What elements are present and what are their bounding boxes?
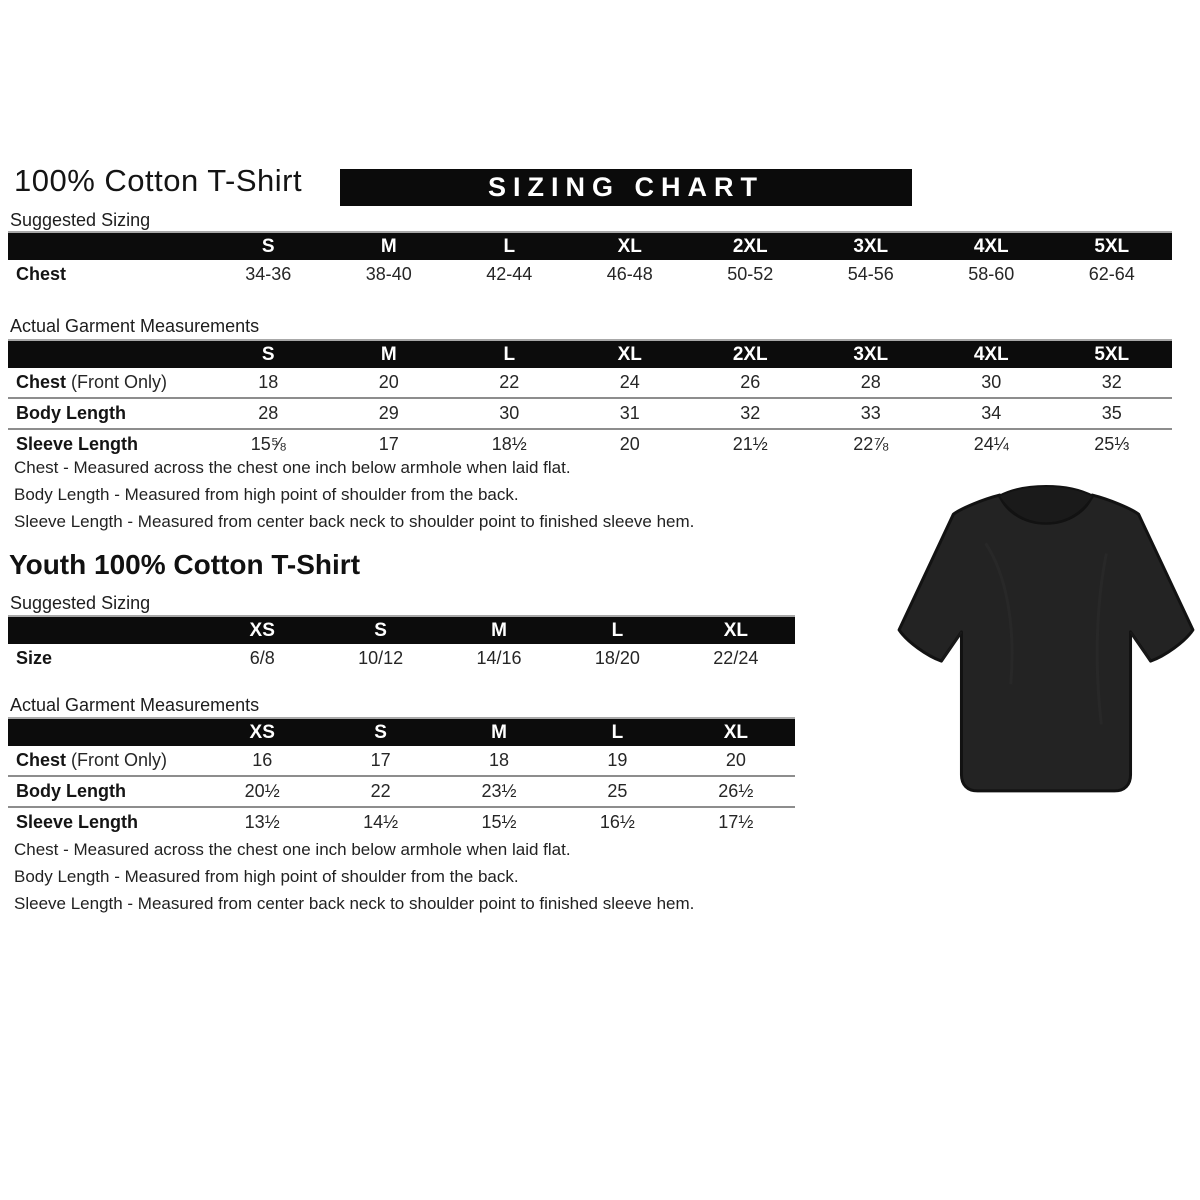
size-col-header: M	[491, 619, 507, 641]
row-label: Body Length	[16, 781, 126, 801]
adult-actual-measurements-label: Actual Garment Measurements	[10, 316, 260, 336]
table-cell: 15⅝	[250, 434, 286, 454]
table-cell: 33	[860, 403, 881, 423]
table-cell: 18/20	[594, 648, 640, 668]
size-col-header: L	[503, 235, 516, 257]
table-cell: 6/8	[249, 648, 275, 668]
adult-chest-row	[8, 368, 1172, 397]
table-cell: 26½	[718, 781, 754, 801]
size-col-header: XL	[617, 235, 642, 257]
table-cell: 22	[370, 781, 391, 801]
table-cell: 18	[258, 372, 279, 392]
adult-suggested-sizing-label: Suggested Sizing	[10, 210, 151, 230]
table-cell: 34-36	[245, 264, 292, 284]
youth-garment-header-row	[8, 717, 795, 746]
row-label: Sleeve Length	[16, 434, 139, 454]
size-col-header: XS	[249, 619, 275, 641]
table-cell: 17	[378, 434, 399, 454]
adult-garment-measurements-table	[8, 339, 1172, 459]
table-cell: 10/12	[358, 648, 404, 668]
table-cell: 14½	[363, 812, 399, 832]
table-cell: 25⅓	[1094, 434, 1130, 454]
note-sleeve-length: Sleeve Length - Measured from center back neck to shoulder point to finished sleeve hem.	[14, 512, 695, 531]
adult-sleeve-length-row	[8, 428, 1172, 459]
size-col-header: S	[374, 619, 387, 641]
table-cell: 25	[607, 781, 628, 801]
adult-chest-suggested-row	[8, 260, 1172, 289]
table-cell: 32	[740, 403, 761, 423]
size-col-header: M	[491, 721, 507, 743]
table-cell: 22	[499, 372, 520, 392]
table-cell: 26	[740, 372, 761, 392]
size-col-header: 2XL	[732, 343, 768, 365]
table-cell: 19	[607, 750, 628, 770]
table-cell: 38-40	[365, 264, 412, 284]
youth-garment-measurements-table	[8, 717, 795, 837]
size-col-header: 3XL	[853, 343, 889, 365]
table-cell: 18½	[491, 434, 527, 454]
row-label: Size	[16, 648, 53, 668]
table-cell: 62-64	[1088, 264, 1135, 284]
table-cell: 31	[619, 403, 640, 423]
table-cell: 34	[981, 403, 1002, 423]
table-cell: 13½	[244, 812, 280, 832]
youth-section-title: Youth 100% Cotton T-Shirt	[9, 549, 361, 580]
table-cell: 16	[252, 750, 273, 770]
size-col-header: XL	[617, 343, 642, 365]
row-label: Sleeve Length	[16, 812, 139, 832]
adult-suggested-sizing-table	[8, 231, 1172, 289]
table-cell: 29	[378, 403, 399, 423]
table-cell: 16½	[599, 812, 635, 832]
size-col-header: 2XL	[732, 235, 768, 257]
table-cell: 46-48	[606, 264, 653, 284]
size-col-header: 4XL	[973, 343, 1009, 365]
table-cell: 22/24	[713, 648, 759, 668]
youth-actual-measurements-label: Actual Garment Measurements	[10, 695, 260, 715]
table-cell: 50-52	[727, 264, 774, 284]
adult-suggested-header-row	[8, 231, 1172, 260]
table-cell: 15½	[481, 812, 517, 832]
youth-suggested-sizing-label: Suggested Sizing	[10, 593, 151, 613]
table-cell: 20	[619, 434, 640, 454]
table-cell: 32	[1101, 372, 1122, 392]
table-cell: 42-44	[486, 264, 533, 284]
size-col-header: 5XL	[1094, 235, 1130, 257]
size-col-header: 3XL	[853, 235, 889, 257]
table-cell: 22⅞	[853, 434, 889, 454]
table-cell: 14/16	[476, 648, 522, 668]
table-cell: 28	[258, 403, 279, 423]
size-col-header: L	[503, 343, 516, 365]
size-col-header: 4XL	[973, 235, 1009, 257]
size-col-header: L	[611, 619, 624, 641]
row-label: Chest (Front Only)	[16, 750, 168, 770]
table-cell: 30	[499, 403, 520, 423]
table-cell: 24¼	[973, 434, 1009, 454]
size-col-header: XL	[723, 619, 748, 641]
table-cell: 35	[1101, 403, 1122, 423]
table-cell: 54-56	[847, 264, 894, 284]
size-col-header: L	[611, 721, 624, 743]
size-col-header: S	[374, 721, 387, 743]
youth-sleeve-length-row	[8, 806, 795, 837]
size-col-header: M	[380, 235, 397, 257]
size-col-header: 5XL	[1094, 343, 1130, 365]
row-label: Chest	[16, 264, 67, 284]
note-body-length: Body Length - Measured from high point of shoulder from the back.	[14, 485, 519, 504]
sizing-chart-banner-text: SIZING CHART	[488, 172, 764, 202]
youth-size-row	[8, 644, 795, 673]
size-col-header: S	[261, 235, 275, 257]
table-cell: 58-60	[968, 264, 1015, 284]
adult-measurement-notes	[14, 458, 694, 539]
table-cell: 20½	[244, 781, 280, 801]
adult-body-length-row	[8, 397, 1172, 428]
youth-suggested-sizing-table	[8, 615, 795, 673]
adult-garment-header-row	[8, 339, 1172, 368]
youth-chest-row	[8, 746, 795, 775]
note-sleeve-length: Sleeve Length - Measured from center back neck to shoulder point to finished sleeve hem.	[14, 894, 695, 913]
row-label: Chest (Front Only)	[16, 372, 168, 392]
note-body-length: Body Length - Measured from high point of shoulder from the back.	[14, 867, 519, 886]
tshirt-image	[895, 483, 1197, 805]
table-cell: 28	[860, 372, 881, 392]
table-cell: 17	[370, 750, 391, 770]
size-col-header: S	[261, 343, 275, 365]
table-cell: 30	[981, 372, 1002, 392]
note-chest: Chest - Measured across the chest one inch below armhole when laid flat.	[14, 458, 571, 477]
youth-suggested-header-row	[8, 615, 795, 644]
sizing-chart-banner	[340, 169, 912, 206]
table-cell: 23½	[481, 781, 517, 801]
size-col-header: XS	[249, 721, 275, 743]
note-chest: Chest - Measured across the chest one inch below armhole when laid flat.	[14, 840, 571, 859]
table-cell: 24	[619, 372, 640, 392]
size-col-header: M	[380, 343, 397, 365]
youth-body-length-row	[8, 775, 795, 806]
row-label: Body Length	[16, 403, 126, 423]
table-cell: 20	[725, 750, 746, 770]
table-cell: 20	[378, 372, 399, 392]
page-title: 100% Cotton T-Shirt	[14, 163, 303, 198]
table-cell: 18	[489, 750, 510, 770]
table-cell: 21½	[732, 434, 768, 454]
table-cell: 17½	[718, 812, 754, 832]
size-col-header: XL	[723, 721, 748, 743]
youth-measurement-notes	[14, 840, 694, 921]
